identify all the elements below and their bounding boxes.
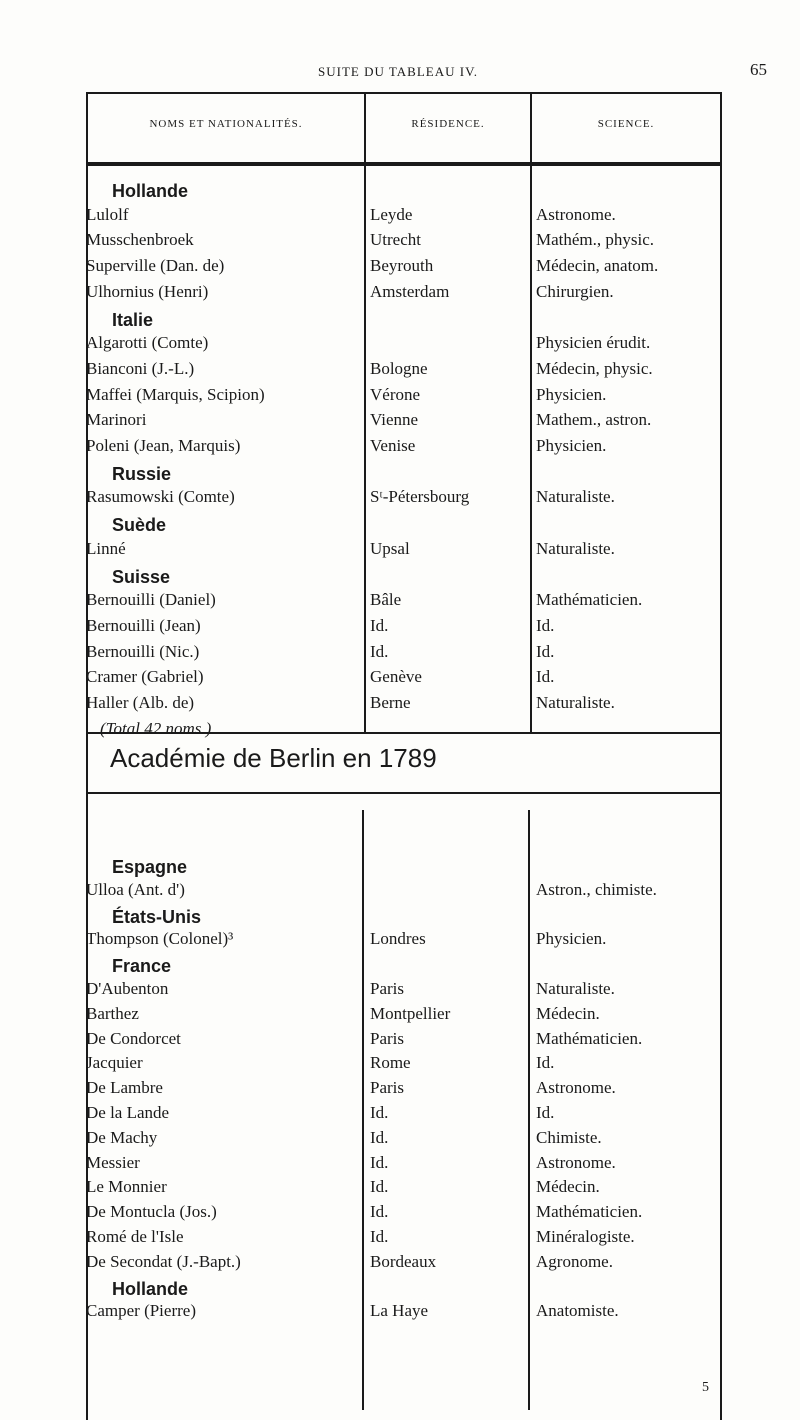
entry-name: Bernouilli (Daniel) bbox=[86, 590, 216, 610]
entry-science: Minéralogiste. bbox=[536, 1227, 635, 1246]
group-heading bbox=[0, 1274, 800, 1300]
entry-residence: Montpellier bbox=[370, 1003, 451, 1023]
table-row bbox=[0, 1050, 800, 1076]
table-row bbox=[0, 639, 800, 665]
table-row bbox=[0, 1174, 800, 1200]
entry-residence: Id. bbox=[370, 1227, 389, 1246]
table-row bbox=[0, 690, 800, 716]
entry-name: Lulolf bbox=[86, 204, 129, 224]
group-name: Suisse bbox=[112, 566, 171, 587]
entry-science: Médecin, anatom. bbox=[536, 256, 659, 276]
entry-name: Musschenbroek bbox=[86, 230, 194, 250]
entry-name: Messier bbox=[86, 1152, 140, 1172]
table-row bbox=[0, 926, 800, 952]
col-head-science: SCIENCE. bbox=[597, 118, 655, 130]
table-row bbox=[0, 587, 800, 613]
table-row bbox=[0, 1199, 800, 1225]
entry-name: Poleni (Jean, Marquis) bbox=[86, 436, 241, 455]
entry-residence: Id. bbox=[370, 1127, 389, 1147]
entry-name: Bernouilli (Nic.) bbox=[86, 641, 200, 661]
entry-residence: Leyde bbox=[370, 204, 413, 224]
col-head-residence: RÉSIDENCE. bbox=[411, 118, 485, 130]
entry-name: (Total 42 noms.) bbox=[100, 718, 212, 738]
entry-name: Ulloa (Ant. d') bbox=[86, 879, 185, 899]
footer-number: 5 bbox=[702, 1380, 709, 1395]
table-row bbox=[0, 382, 800, 408]
group-heading bbox=[0, 852, 800, 878]
group-name: Hollande bbox=[112, 181, 189, 201]
entry-residence: Bordeaux bbox=[370, 1251, 437, 1271]
entry-science: Naturaliste. bbox=[536, 979, 615, 998]
entry-name: De Montucla (Jos.) bbox=[86, 1202, 217, 1222]
entry-residence: Id. bbox=[370, 615, 389, 635]
table-row bbox=[0, 1150, 800, 1176]
group-name: Italie bbox=[112, 309, 154, 330]
entry-name: Camper (Pierre) bbox=[86, 1301, 196, 1321]
entry-name: Rasumowski (Comte) bbox=[86, 487, 235, 507]
group-heading bbox=[0, 176, 800, 202]
entry-science: Id. bbox=[536, 615, 555, 635]
entry-science: Physicien érudit. bbox=[536, 333, 651, 353]
table-row bbox=[0, 433, 800, 459]
entry-residence: Id. bbox=[370, 1103, 389, 1122]
entry-science: Mathématicien. bbox=[536, 1202, 643, 1222]
table-row bbox=[0, 356, 800, 382]
entry-name: Algarotti (Comte) bbox=[86, 333, 209, 353]
entry-science: Naturaliste. bbox=[536, 693, 615, 712]
total-row bbox=[0, 716, 800, 742]
group-name: Suède bbox=[112, 515, 167, 536]
table-row bbox=[0, 1001, 800, 1027]
entry-name: De Lambre bbox=[86, 1078, 163, 1098]
group-heading bbox=[0, 562, 800, 588]
table-row bbox=[0, 1125, 800, 1151]
table-row bbox=[0, 536, 800, 562]
entry-science: Médecin. bbox=[536, 1177, 600, 1197]
entry-science: Chirurgien. bbox=[536, 281, 614, 301]
entry-name: De Machy bbox=[86, 1127, 158, 1147]
table-row bbox=[0, 1224, 800, 1250]
entry-name: D'Aubenton bbox=[86, 979, 169, 998]
table-row bbox=[0, 1100, 800, 1126]
table-row bbox=[0, 484, 800, 510]
table-row bbox=[0, 279, 800, 305]
entry-science: Mathem., astron. bbox=[536, 410, 652, 430]
entry-residence: Sᵗ-Pétersbourg bbox=[370, 487, 470, 507]
running-head-title: SUITE DU TABLEAU IV. bbox=[318, 64, 479, 79]
entry-residence: Vérone bbox=[370, 384, 421, 404]
group-heading bbox=[0, 305, 800, 331]
group-heading bbox=[0, 902, 800, 928]
entry-residence: Utrecht bbox=[370, 230, 421, 250]
page-number: 65 bbox=[750, 60, 767, 79]
table-row bbox=[0, 227, 800, 253]
entry-science: Astron., chimiste. bbox=[536, 879, 657, 899]
entry-name: De Condorcet bbox=[86, 1028, 181, 1048]
group-heading bbox=[0, 951, 800, 977]
col-head-names: NOMS ET NATIONALITÉS. bbox=[149, 118, 303, 130]
entry-name: Marinori bbox=[86, 410, 147, 430]
entry-residence: Venise bbox=[370, 436, 416, 455]
entry-name: Jacquier bbox=[86, 1053, 143, 1073]
group-name: États-Unis bbox=[112, 906, 202, 927]
entry-residence: Id. bbox=[370, 1177, 389, 1197]
entry-name: De la Lande bbox=[86, 1103, 170, 1122]
group-name: Hollande bbox=[112, 1278, 189, 1299]
entry-residence: Londres bbox=[370, 929, 426, 949]
running-head bbox=[0, 50, 800, 80]
entry-residence: Id. bbox=[370, 641, 389, 661]
entry-residence: Id. bbox=[370, 1202, 389, 1222]
entry-residence: Paris bbox=[370, 1078, 404, 1098]
entry-residence: Rome bbox=[370, 1053, 411, 1073]
group-name: Russie bbox=[112, 463, 172, 484]
top-rule bbox=[86, 92, 722, 94]
entry-science: Chimiste. bbox=[536, 1127, 602, 1147]
entry-residence: Vienne bbox=[370, 410, 419, 430]
entry-residence: Bologne bbox=[370, 358, 428, 378]
table-row bbox=[0, 1026, 800, 1052]
table-row bbox=[0, 1249, 800, 1275]
group-heading bbox=[0, 459, 800, 485]
academy-rule-bottom bbox=[86, 792, 722, 794]
entry-science: Astronome. bbox=[536, 1078, 616, 1098]
entry-residence: La Haye bbox=[370, 1301, 429, 1321]
entry-science: Id. bbox=[536, 1103, 555, 1122]
table-row bbox=[0, 407, 800, 433]
entry-name: Bianconi (J.-L.) bbox=[86, 358, 195, 378]
entry-residence: Genève bbox=[370, 667, 422, 687]
entry-residence: Berne bbox=[370, 693, 411, 712]
table-row bbox=[0, 613, 800, 639]
table-row bbox=[0, 1298, 800, 1324]
entry-residence: Id. bbox=[370, 1152, 389, 1172]
entry-science: Mathém., physic. bbox=[536, 230, 655, 250]
entry-name: Maffei (Marquis, Scipion) bbox=[86, 384, 265, 404]
entry-name: De Secondat (J.-Bapt.) bbox=[86, 1251, 241, 1271]
entry-science: Physicien. bbox=[536, 436, 607, 455]
entry-science: Id. bbox=[536, 667, 555, 687]
entry-name: Thompson (Colonel)³ bbox=[86, 929, 234, 949]
entry-name: Linné bbox=[86, 538, 126, 558]
entry-name: Superville (Dan. de) bbox=[86, 256, 225, 276]
entry-residence: Beyrouth bbox=[370, 256, 434, 276]
entry-name: Ulhornius (Henri) bbox=[86, 281, 209, 301]
group-name: Espagne bbox=[112, 857, 188, 877]
entry-residence: Amsterdam bbox=[370, 281, 450, 301]
entry-name: Barthez bbox=[86, 1003, 139, 1023]
entry-name: Le Monnier bbox=[86, 1177, 167, 1197]
entry-science: Anatomiste. bbox=[536, 1301, 619, 1321]
entry-residence: Upsal bbox=[370, 538, 410, 558]
entry-name: Bernouilli (Jean) bbox=[86, 615, 201, 635]
entry-science: Médecin, physic. bbox=[536, 358, 653, 378]
entry-science: Médecin. bbox=[536, 1003, 600, 1023]
entry-residence: Paris bbox=[370, 1028, 404, 1048]
entry-science: Naturaliste. bbox=[536, 487, 615, 507]
academy-title: Académie de Berlin en 1789 bbox=[110, 743, 437, 773]
entry-science: Physicien. bbox=[536, 929, 607, 949]
entry-science: Agronome. bbox=[536, 1251, 613, 1271]
table-row bbox=[0, 664, 800, 690]
entry-name: Romé de l'Isle bbox=[86, 1227, 184, 1246]
table-row bbox=[0, 202, 800, 228]
entry-science: Naturaliste. bbox=[536, 538, 615, 558]
entry-science: Physicien. bbox=[536, 384, 607, 404]
entry-science: Id. bbox=[536, 641, 555, 661]
entry-name: Cramer (Gabriel) bbox=[86, 667, 204, 687]
table-row bbox=[0, 1075, 800, 1101]
table-row bbox=[0, 330, 800, 356]
table-row bbox=[0, 877, 800, 903]
table-row bbox=[0, 976, 800, 1002]
table-row bbox=[0, 253, 800, 279]
group-heading bbox=[0, 510, 800, 536]
entry-residence: Paris bbox=[370, 979, 404, 998]
entry-science: Astronome. bbox=[536, 204, 616, 224]
entry-science: Astronome. bbox=[536, 1152, 616, 1172]
entry-residence: Bâle bbox=[370, 590, 402, 610]
entry-science: Id. bbox=[536, 1053, 555, 1073]
entry-science: Mathématicien. bbox=[536, 590, 643, 610]
header-rule bbox=[86, 162, 722, 166]
group-name: France bbox=[112, 956, 172, 977]
entry-name: Haller (Alb. de) bbox=[86, 693, 195, 712]
entry-science: Mathématicien. bbox=[536, 1028, 643, 1048]
